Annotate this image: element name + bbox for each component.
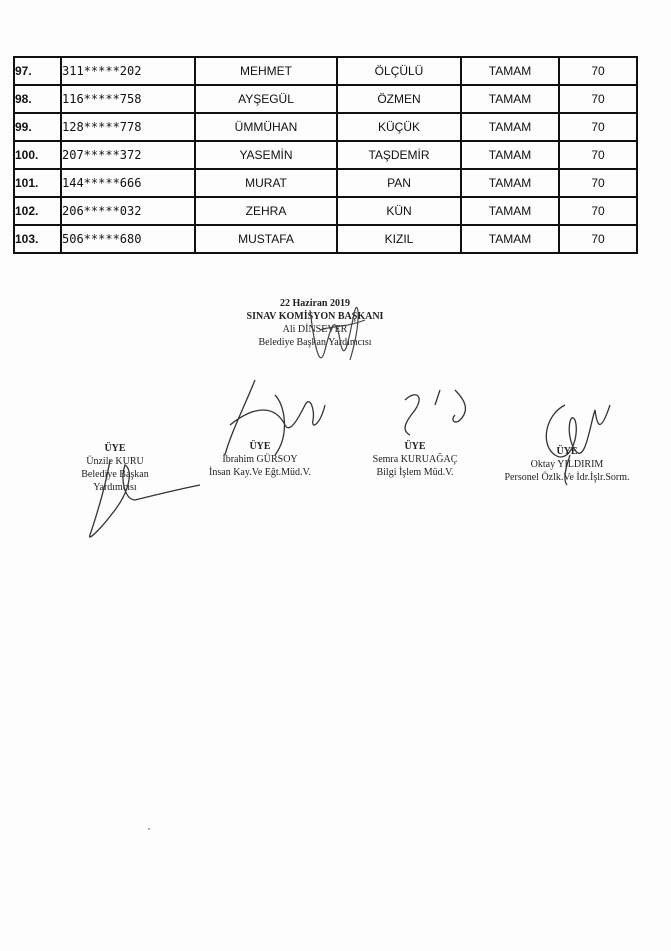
row-number-cell: 99. bbox=[14, 113, 61, 141]
last-name-cell: ÖZMEN bbox=[337, 85, 461, 113]
table-row bbox=[14, 197, 637, 225]
score-cell: 70 bbox=[559, 141, 637, 169]
table-row bbox=[14, 113, 637, 141]
last-name-cell: ÖLÇÜLÜ bbox=[337, 57, 461, 85]
table-row bbox=[14, 141, 637, 169]
chairman-role: SINAV KOMİSYON BAŞKANI bbox=[246, 311, 384, 322]
status-cell: TAMAM bbox=[461, 85, 559, 113]
table-row bbox=[14, 169, 637, 197]
signature-date: 22 Haziran 2019 bbox=[280, 298, 350, 309]
member-title: İnsan Kay.Ve Eğt.Müd.V. bbox=[209, 467, 311, 478]
masked-id-cell: 144*****666 bbox=[61, 169, 195, 197]
score-cell: 70 bbox=[559, 169, 637, 197]
score-cell: 70 bbox=[559, 225, 637, 253]
last-name-cell: KÜN bbox=[337, 197, 461, 225]
member-2-signature bbox=[215, 375, 335, 465]
row-number-cell: 98. bbox=[14, 85, 61, 113]
row-number-cell: 100. bbox=[14, 141, 61, 169]
masked-id-cell: 128*****778 bbox=[61, 113, 195, 141]
last-name-cell: KIZIL bbox=[337, 225, 461, 253]
status-cell: TAMAM bbox=[461, 113, 559, 141]
first-name-cell: MUSTAFA bbox=[195, 225, 337, 253]
member-label: ÜYE bbox=[556, 446, 578, 457]
member-title: Bilgi İşlem Müd.V. bbox=[376, 467, 454, 478]
masked-id-cell: 207*****372 bbox=[61, 141, 195, 169]
status-cell: TAMAM bbox=[461, 225, 559, 253]
first-name-cell: ÜMMÜHAN bbox=[195, 113, 337, 141]
status-cell: TAMAM bbox=[461, 169, 559, 197]
member-title: Belediye Başkan bbox=[81, 469, 149, 480]
last-name-cell: KÜÇÜK bbox=[337, 113, 461, 141]
first-name-cell: YASEMİN bbox=[195, 141, 337, 169]
score-cell: 70 bbox=[559, 57, 637, 85]
results-table bbox=[13, 56, 638, 254]
first-name-cell: AYŞEGÜL bbox=[195, 85, 337, 113]
masked-id-cell: 206*****032 bbox=[61, 197, 195, 225]
masked-id-cell: 506*****680 bbox=[61, 225, 195, 253]
member-name: Semra KURUAĞAÇ bbox=[372, 454, 458, 465]
masked-id-cell: 311*****202 bbox=[61, 57, 195, 85]
row-number-cell: 101. bbox=[14, 169, 61, 197]
table-row bbox=[14, 57, 637, 85]
first-name-cell: MURAT bbox=[195, 169, 337, 197]
chairman-title: Belediye Başkan Yardımcısı bbox=[258, 337, 372, 348]
table-row bbox=[14, 85, 637, 113]
table-row bbox=[14, 225, 637, 253]
member-name: İbrahim GÜRSOY bbox=[222, 454, 298, 465]
member-title: Personel Özlk.Ve İdr.İşlr.Sorm. bbox=[504, 472, 630, 483]
score-cell: 70 bbox=[559, 113, 637, 141]
status-cell: TAMAM bbox=[461, 197, 559, 225]
status-cell: TAMAM bbox=[461, 141, 559, 169]
last-name-cell: PAN bbox=[337, 169, 461, 197]
first-name-cell: ZEHRA bbox=[195, 197, 337, 225]
score-cell: 70 bbox=[559, 197, 637, 225]
member-label: ÜYE bbox=[104, 443, 126, 454]
status-cell: TAMAM bbox=[461, 57, 559, 85]
first-name-cell: MEHMET bbox=[195, 57, 337, 85]
row-number-cell: 102. bbox=[14, 197, 61, 225]
masked-id-cell: 116*****758 bbox=[61, 85, 195, 113]
chairman-name: Ali DİNSEVER bbox=[282, 324, 348, 335]
row-number-cell: 103. bbox=[14, 225, 61, 253]
scan-speck bbox=[148, 828, 150, 830]
member-1-signature bbox=[75, 450, 205, 545]
member-label: ÜYE bbox=[249, 441, 271, 452]
results-table-body bbox=[14, 57, 637, 253]
row-number-cell: 97. bbox=[14, 57, 61, 85]
member-title-line2: Yardımcısı bbox=[93, 482, 137, 493]
member-3-signature bbox=[385, 380, 475, 450]
last-name-cell: TAŞDEMİR bbox=[337, 141, 461, 169]
member-label: ÜYE bbox=[404, 441, 426, 452]
member-name: Oktay YILDIRIM bbox=[530, 459, 604, 470]
chairman-signature bbox=[290, 290, 380, 380]
member-name: Ünzile KURU bbox=[86, 456, 144, 467]
score-cell: 70 bbox=[559, 85, 637, 113]
member-4-signature bbox=[535, 395, 625, 490]
